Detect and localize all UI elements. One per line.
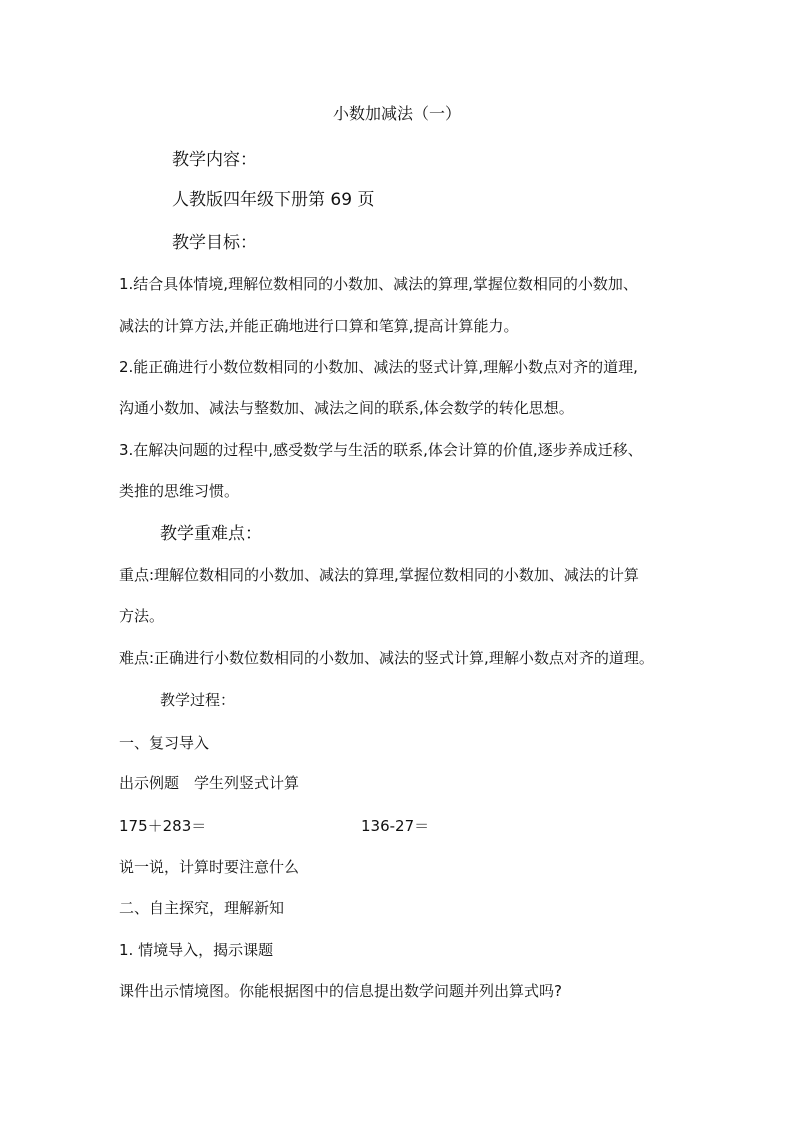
content-text: 人教版四年级下册第 69 页 [172,190,375,210]
key-point-line: 重点:理解位数相同的小数加、减法的算理,掌握位数相同的小数加、减法的计算 [119,566,639,584]
step1-title: 1. 情境导入，揭示课题 [119,941,274,959]
content-heading: 教学内容： [172,150,257,170]
prompt-line: 说一说，计算时要注意什么 [119,858,300,876]
process-heading: 教学过程： [160,691,236,709]
key-point-line: 方法。 [119,607,165,625]
step1-text: 课件出示情境图。你能根据图中的信息提出数学问题并列出算式吗? [119,982,562,1000]
goal-line: 1.结合具体情境,理解位数相同的小数加、减法的算理,掌握位数相同的小数加、 [119,275,638,293]
key-point-line: 难点:正确进行小数位数相同的小数加、减法的竖式计算,理解小数点对齐的道理。 [119,649,654,667]
equation-1: 175＋283＝ [119,817,207,835]
part1-title: 一、复习导入 [119,734,210,752]
goal-line: 3.在解决问题的过程中,感受数学与生活的联系,体会计算的价值,逐步养成迁移、 [119,441,643,459]
equation-2: 136-27＝ [361,817,430,835]
goal-line: 类推的思维习惯。 [119,482,240,500]
key-heading: 教学重难点： [160,524,262,544]
goal-line: 2.能正确进行小数位数相同的小数加、减法的竖式计算,理解小数点对齐的道理, [119,358,638,376]
example-line: 出示例题 学生列竖式计算 [119,774,300,792]
goal-line: 沟通小数加、减法与整数加、减法之间的联系,体会数学的转化思想。 [119,399,574,417]
goal-heading: 教学目标： [172,233,257,253]
part2-title: 二、自主探究，理解新知 [119,899,285,917]
goal-line: 减法的计算方法,并能正确地进行口算和笔算,提高计算能力。 [119,317,519,335]
document-title: 小数加减法（一） [332,104,461,123]
